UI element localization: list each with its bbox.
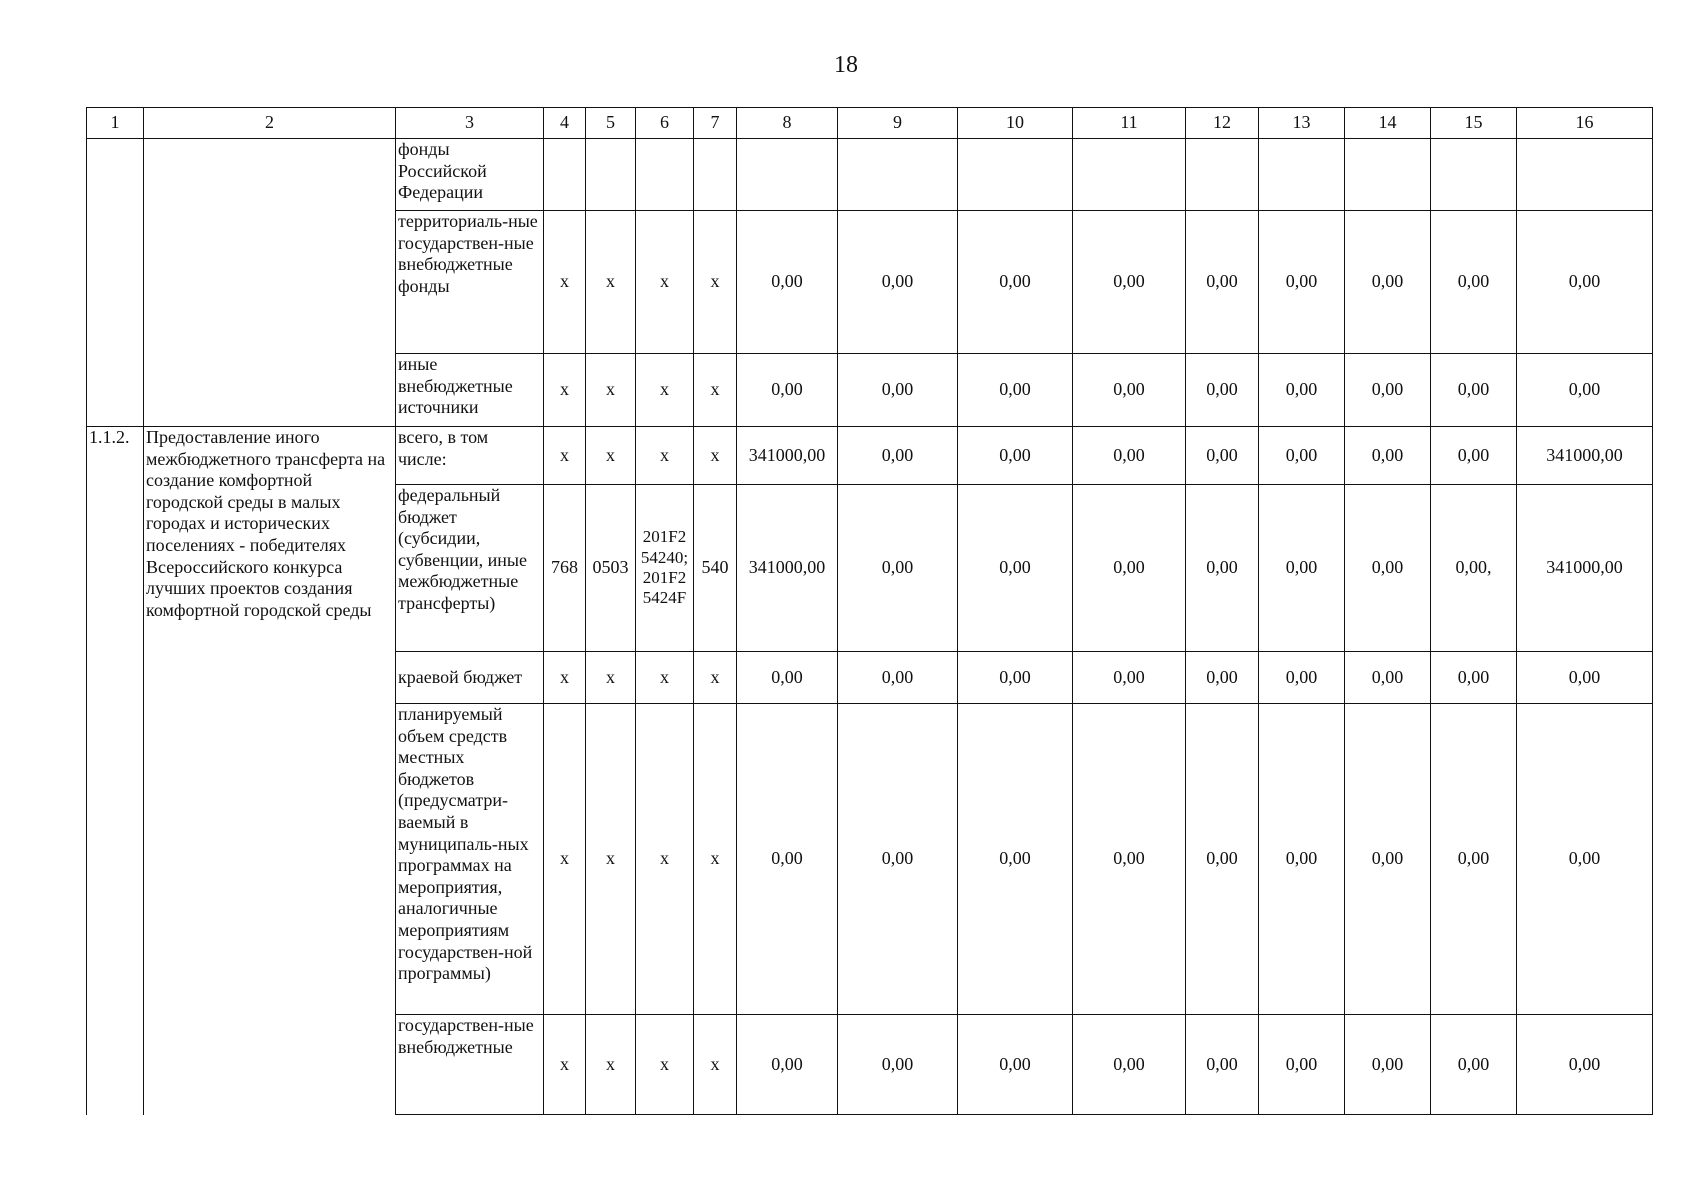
value-cell: 0,00 — [1431, 211, 1517, 354]
value-cell: 0,00 — [838, 704, 958, 1015]
value-cell: 0,00 — [1186, 652, 1259, 704]
value-cell: 341000,00 — [737, 427, 838, 485]
code-cell: x — [544, 704, 586, 1015]
value-cell: 0,00 — [1345, 652, 1431, 704]
header-cell: 7 — [694, 108, 737, 139]
header-cell: 9 — [838, 108, 958, 139]
value-cell: 0,00 — [1259, 652, 1345, 704]
value-cell: 0,00 — [1073, 652, 1186, 704]
code-cell: 768 — [544, 485, 586, 652]
value-cell — [958, 139, 1073, 211]
code-cell: x — [586, 704, 636, 1015]
header-cell: 6 — [636, 108, 694, 139]
header-row — [87, 108, 1653, 139]
value-cell: 0,00 — [737, 652, 838, 704]
value-cell: 341000,00 — [1517, 427, 1653, 485]
value-cell: 0,00 — [1345, 1015, 1431, 1115]
value-cell: 0,00 — [1345, 427, 1431, 485]
code-cell: x — [544, 1015, 586, 1115]
value-cell: 0,00 — [1186, 485, 1259, 652]
value-cell: 0,00 — [1345, 704, 1431, 1015]
code-cell: x — [636, 427, 694, 485]
value-cell: 0,00 — [1345, 485, 1431, 652]
code-cell: x — [586, 652, 636, 704]
source-cell: федеральный бюджет (субсидии, субвенции, иные межбюджетные трансферты) — [396, 485, 544, 652]
item-number: 1.1.2. — [87, 427, 144, 1115]
value-cell: 0,00 — [1073, 1015, 1186, 1115]
source-cell: иные внебюджетные источники — [396, 354, 544, 427]
value-cell: 0,00 — [838, 427, 958, 485]
code-cell: 0503 — [586, 485, 636, 652]
source-cell: фонды Российской Федерации — [396, 139, 544, 211]
code-cell: x — [586, 211, 636, 354]
source-cell: территориаль-ные государствен-ные внебюджетные фонды — [396, 211, 544, 354]
header-cell: 4 — [544, 108, 586, 139]
value-cell: 0,00 — [737, 1015, 838, 1115]
table-row — [87, 427, 1653, 485]
value-cell: 0,00 — [1259, 1015, 1345, 1115]
value-cell — [1073, 139, 1186, 211]
header-cell: 3 — [396, 108, 544, 139]
value-cell: 0,00 — [958, 485, 1073, 652]
header-cell: 16 — [1517, 108, 1653, 139]
value-cell: 0,00 — [838, 652, 958, 704]
header-cell: 5 — [586, 108, 636, 139]
value-cell — [838, 139, 958, 211]
value-cell: 0,00 — [1259, 704, 1345, 1015]
header-cell: 8 — [737, 108, 838, 139]
code-cell: x — [636, 704, 694, 1015]
value-cell: 0,00 — [1186, 1015, 1259, 1115]
value-cell: 0,00 — [1345, 354, 1431, 427]
value-cell: 0,00 — [958, 354, 1073, 427]
value-cell: 0,00 — [838, 485, 958, 652]
value-cell: 0,00 — [1517, 652, 1653, 704]
code-cell: x — [636, 1015, 694, 1115]
value-cell: 0,00 — [1517, 354, 1653, 427]
value-cell: 0,00 — [838, 1015, 958, 1115]
value-cell: 341000,00 — [1517, 485, 1653, 652]
value-cell: 0,00 — [838, 354, 958, 427]
table-row — [87, 139, 1653, 211]
code-cell: x — [694, 652, 737, 704]
header-cell: 11 — [1073, 108, 1186, 139]
code-cell: 201F2 54240; 201F2 5424F — [636, 485, 694, 652]
value-cell — [737, 139, 838, 211]
value-cell — [1186, 139, 1259, 211]
code-cell: x — [586, 427, 636, 485]
value-cell: 0,00 — [1517, 211, 1653, 354]
value-cell: 0,00 — [1431, 427, 1517, 485]
value-cell: 0,00 — [1431, 704, 1517, 1015]
code-cell: x — [544, 211, 586, 354]
budget-table — [86, 107, 1653, 1115]
header-cell: 12 — [1186, 108, 1259, 139]
code-cell: x — [694, 1015, 737, 1115]
code-cell: x — [586, 1015, 636, 1115]
header-cell: 1 — [87, 108, 144, 139]
value-cell: 0,00 — [958, 652, 1073, 704]
item-number-cell-continued — [87, 139, 144, 427]
item-name: Предоставление иного межбюджетного трансферта на создание комфортной городской среды в малых городах и исторических поселениях - победителях Всероссийского конкурса лучших проектов создания комфортной городской среды — [144, 427, 396, 1115]
code-cell: x — [694, 427, 737, 485]
value-cell: 0,00 — [1186, 354, 1259, 427]
value-cell: 0,00 — [1073, 354, 1186, 427]
code-cell: x — [636, 652, 694, 704]
source-cell: краевой бюджет — [396, 652, 544, 704]
value-cell: 0,00 — [838, 211, 958, 354]
value-cell: 0,00 — [1517, 1015, 1653, 1115]
value-cell: 0,00 — [958, 1015, 1073, 1115]
source-cell: планируемый объем средств местных бюджетов (предусматри-ваемый в муниципаль-ных программах на мероприятия, аналогичные мероприятиям государствен-ной программы) — [396, 704, 544, 1015]
code-cell: x — [636, 211, 694, 354]
code-cell: 540 — [694, 485, 737, 652]
header-cell: 10 — [958, 108, 1073, 139]
page-number: 18 — [834, 52, 858, 78]
value-cell: 0,00 — [1073, 704, 1186, 1015]
value-cell: 0,00, — [1431, 485, 1517, 652]
value-cell: 0,00 — [1073, 211, 1186, 354]
code-cell: x — [694, 354, 737, 427]
code-cell — [694, 139, 737, 211]
header-cell: 14 — [1345, 108, 1431, 139]
value-cell: 0,00 — [1259, 485, 1345, 652]
source-cell: всего, в том числе: — [396, 427, 544, 485]
code-cell — [636, 139, 694, 211]
value-cell: 0,00 — [1517, 704, 1653, 1015]
code-cell: x — [544, 652, 586, 704]
value-cell: 341000,00 — [737, 485, 838, 652]
code-cell: x — [636, 354, 694, 427]
value-cell: 0,00 — [1259, 211, 1345, 354]
value-cell: 0,00 — [1345, 211, 1431, 354]
value-cell: 0,00 — [1073, 485, 1186, 652]
value-cell — [1259, 139, 1345, 211]
header-cell: 2 — [144, 108, 396, 139]
header-cell: 13 — [1259, 108, 1345, 139]
header-cell: 15 — [1431, 108, 1517, 139]
value-cell: 0,00 — [737, 704, 838, 1015]
code-cell: x — [694, 704, 737, 1015]
code-cell: x — [586, 354, 636, 427]
value-cell: 0,00 — [958, 704, 1073, 1015]
value-cell: 0,00 — [1073, 427, 1186, 485]
value-cell: 0,00 — [958, 427, 1073, 485]
value-cell: 0,00 — [1259, 427, 1345, 485]
value-cell: 0,00 — [1431, 652, 1517, 704]
code-cell — [544, 139, 586, 211]
value-cell: 0,00 — [737, 211, 838, 354]
value-cell: 0,00 — [1186, 211, 1259, 354]
value-cell: 0,00 — [958, 211, 1073, 354]
value-cell: 0,00 — [1431, 354, 1517, 427]
value-cell — [1431, 139, 1517, 211]
code-cell — [586, 139, 636, 211]
value-cell — [1345, 139, 1431, 211]
value-cell: 0,00 — [1431, 1015, 1517, 1115]
code-cell: x — [694, 211, 737, 354]
value-cell: 0,00 — [1259, 354, 1345, 427]
code-cell: x — [544, 427, 586, 485]
value-cell — [1517, 139, 1653, 211]
value-cell: 0,00 — [1186, 427, 1259, 485]
value-cell: 0,00 — [737, 354, 838, 427]
value-cell: 0,00 — [1186, 704, 1259, 1015]
code-cell: x — [544, 354, 586, 427]
item-name-cell-continued — [144, 139, 396, 427]
source-cell: государствен-ные внебюджетные — [396, 1015, 544, 1115]
